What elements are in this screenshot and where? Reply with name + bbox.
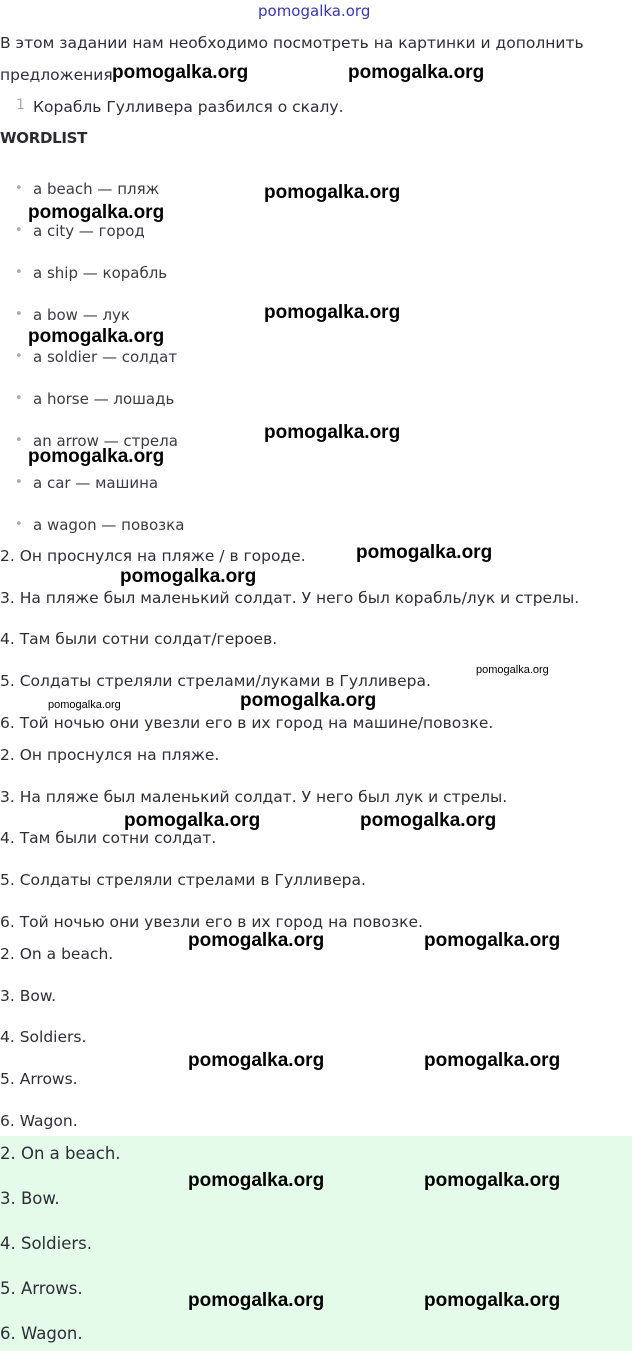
option-line: 6. Той ночью они увезли его в их город на машине/повозке. <box>0 714 494 732</box>
wordlist-item: a wagon — повозка <box>33 516 185 534</box>
wordlist-item: a horse — лошадь <box>33 390 175 408</box>
bullet-icon: • <box>15 349 23 364</box>
bullet-icon: • <box>15 265 23 280</box>
final-answer-line: 4. Soldiers. <box>0 1234 92 1253</box>
answer-ru-line: 6. Той ночью они увезли его в их город на повозке. <box>0 913 423 931</box>
wordlist-item: a beach — пляж <box>33 180 160 198</box>
wordlist-item: a city — город <box>33 222 145 240</box>
watermark: pomogalka.org <box>264 182 401 203</box>
watermark: pomogalka.org <box>424 1170 561 1191</box>
watermark: pomogalka.org <box>188 1170 325 1191</box>
option-line: 2. Он проснулся на пляже / в городе. <box>0 547 306 565</box>
bullet-icon: • <box>15 181 23 196</box>
answer-en-line: 4. Soldiers. <box>0 1028 87 1046</box>
bullet-icon: • <box>15 391 23 406</box>
wordlist-item: a ship — корабль <box>33 264 168 282</box>
watermark: pomogalka.org <box>112 62 249 83</box>
watermark: pomogalka.org <box>424 1050 561 1071</box>
watermark: pomogalka.org <box>188 930 325 951</box>
intro-line-1: В этом задании нам необходимо посмотреть на картинки и дополнить <box>0 34 584 52</box>
option-line: 5. Солдаты стреляли стрелами/луками в Гулливера. <box>0 672 431 690</box>
watermark: pomogalka.org <box>188 1050 325 1071</box>
wordlist-item: an arrow — стрела <box>33 432 178 450</box>
watermark: pomogalka.org <box>48 699 121 711</box>
watermark: pomogalka.org <box>240 690 377 711</box>
bullet-icon: • <box>15 307 23 322</box>
watermark: pomogalka.org <box>348 62 485 83</box>
answer-highlight-box <box>0 1136 632 1351</box>
answer-ru-line: 4. Там были сотни солдат. <box>0 829 217 847</box>
answer-en-line: 2. On a beach. <box>0 945 114 963</box>
answer-ru-line: 3. На пляже был маленький солдат. У него был лук и стрелы. <box>0 788 508 806</box>
watermark: pomogalka.org <box>264 302 401 323</box>
watermark: pomogalka.org <box>124 810 261 831</box>
bullet-icon: • <box>15 433 23 448</box>
answer-ru-line: 5. Солдаты стреляли стрелами в Гулливера. <box>0 871 366 889</box>
top-watermark: pomogalka.org <box>258 2 371 20</box>
answer-en-line: 5. Arrows. <box>0 1070 78 1088</box>
wordlist-item: a soldier — солдат <box>33 348 178 366</box>
watermark: pomogalka.org <box>360 810 497 831</box>
wordlist-item: a bow — лук <box>33 306 130 324</box>
final-answer-line: 2. On a beach. <box>0 1144 121 1163</box>
intro-line-2: предложения. <box>0 66 118 84</box>
bullet-icon: • <box>15 223 23 238</box>
watermark: pomogalka.org <box>424 930 561 951</box>
wordlist-heading: WORDLIST <box>0 129 88 147</box>
bullet-icon: • <box>15 517 23 532</box>
watermark: pomogalka.org <box>476 664 549 676</box>
watermark: pomogalka.org <box>28 202 165 223</box>
final-answer-line: 6. Wagon. <box>0 1324 83 1343</box>
bullet-icon: • <box>15 475 23 490</box>
final-answer-line: 5. Arrows. <box>0 1279 83 1298</box>
answer-ru-line: 2. Он проснулся на пляже. <box>0 746 220 764</box>
watermark: pomogalka.org <box>424 1290 561 1311</box>
answer-en-line: 3. Bow. <box>0 987 57 1005</box>
watermark: pomogalka.org <box>264 422 401 443</box>
final-answer-line: 3. Bow. <box>0 1189 60 1208</box>
watermark: pomogalka.org <box>188 1290 325 1311</box>
watermark: pomogalka.org <box>356 542 493 563</box>
option-line: 4. Там были сотни солдат/героев. <box>0 630 278 648</box>
watermark: pomogalka.org <box>28 326 165 347</box>
wordlist-item: a car — машина <box>33 474 159 492</box>
watermark: pomogalka.org <box>28 446 165 467</box>
task-1-text: Корабль Гулливера разбился о скалу. <box>33 98 344 116</box>
option-line: 3. На пляже был маленький солдат. У него был корабль/лук и стрелы. <box>0 589 580 607</box>
task-number: 1 <box>16 97 25 113</box>
watermark: pomogalka.org <box>120 566 257 587</box>
answer-en-line: 6. Wagon. <box>0 1112 78 1130</box>
